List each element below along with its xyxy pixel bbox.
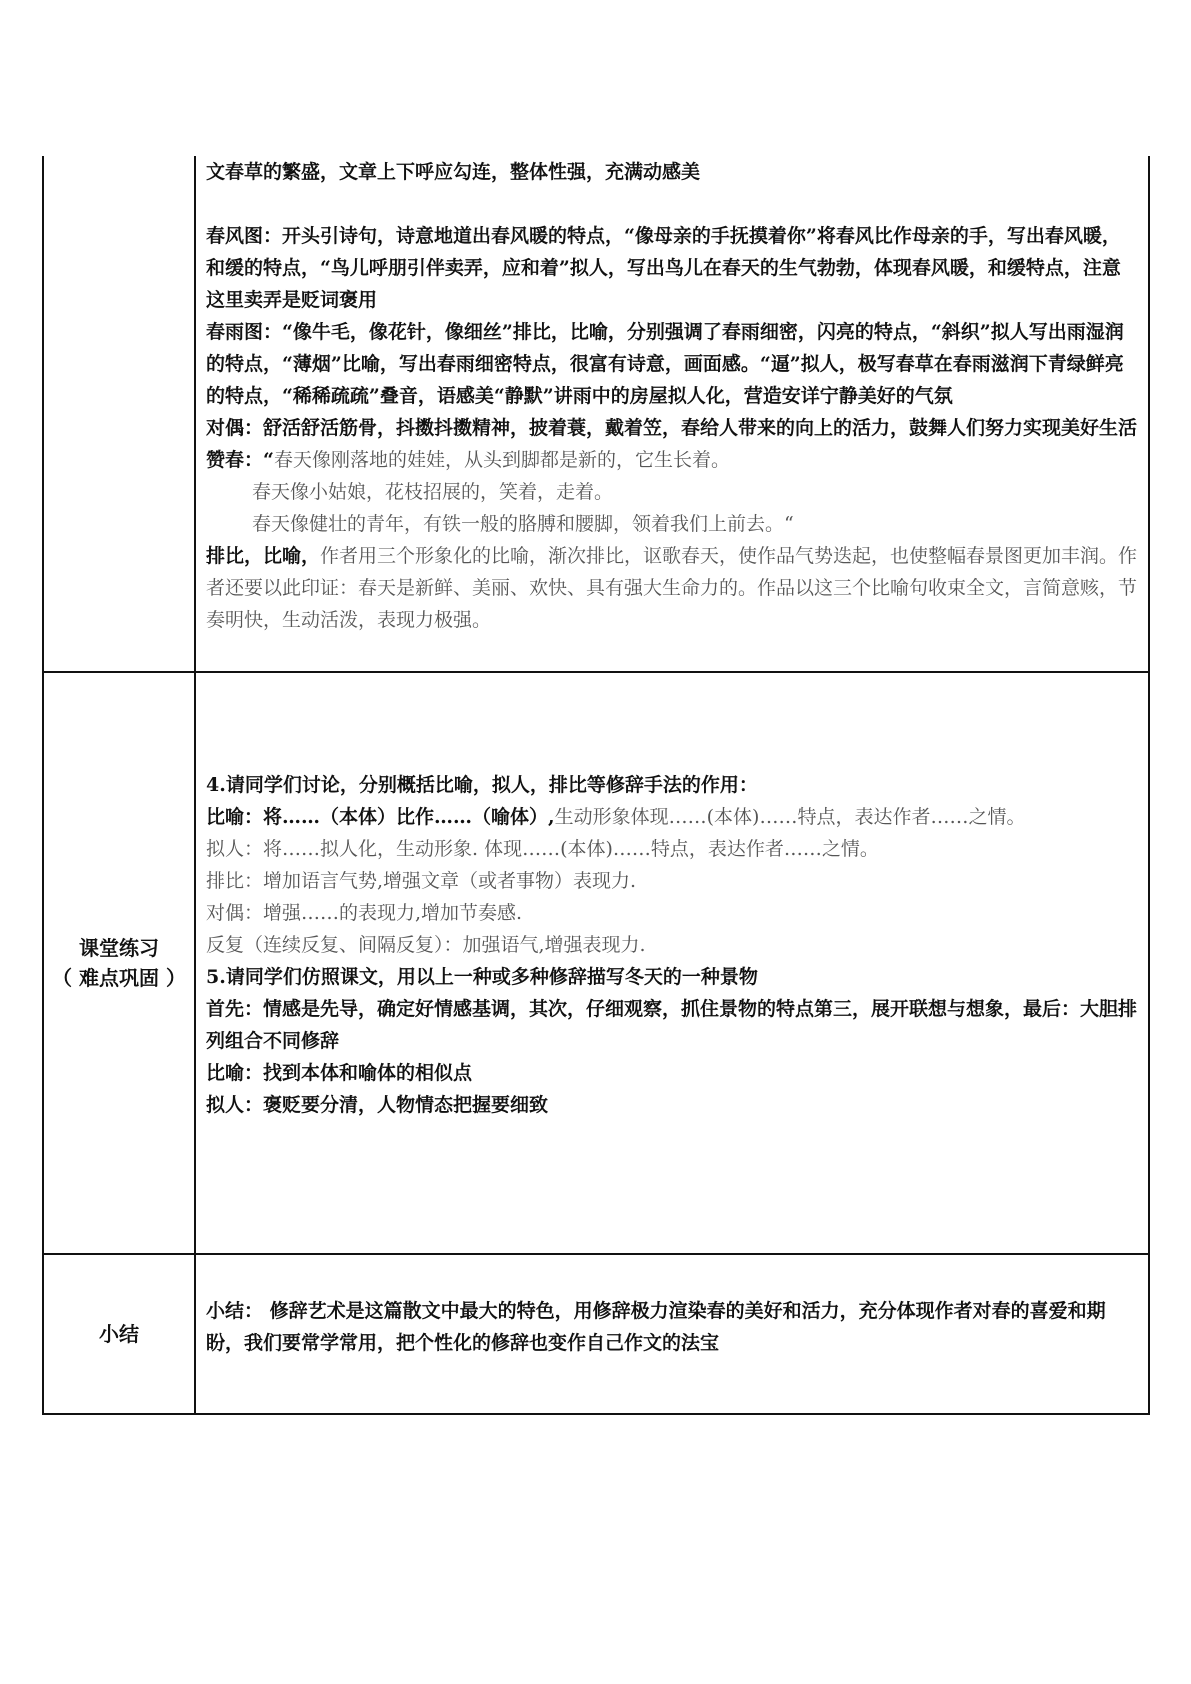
zanchun-line-2: 春天像小姑娘，花枝招展的，笑着，走着。 <box>252 481 614 503</box>
table-row-summary <box>43 1254 1149 1414</box>
paibi-label: 排比，比喻， <box>206 545 321 567</box>
summary-content-cell <box>195 1254 1149 1414</box>
shouxian-paragraph: 首先：情感是先导，确定好情感基调，其次，仔细观察，抓住景物的特点第三，展开联想与想象，最后：大胆排列组合不同修辞 <box>206 998 1138 1052</box>
duiou-line: 对偶：增强……的表现力,增加节奏感. <box>206 902 523 924</box>
paibi-text: 作者用三个形象化的比喻，渐次排比，讴歌春天，使作品气势迭起，也使整幅春景图更加丰润。作者还要以此印证：春天是新鲜、美丽、欢快、具有强大生命力的。作品以这三个比喻句收束全文，言简意赅，节奏明快，生动活泼，表现力极强。 <box>206 545 1138 631</box>
chunfeng-paragraph: 春风图：开头引诗句，诗意地道出春风暖的特点，“像母亲的手抚摸着你”将春风比作母亲的手，写出春风暖，和缓的特点，“鸟儿呼朋引伴卖弄，应和着”拟人，写出鸟儿在春天的生气勃勃，体现春风暖，和缓特点，注意这里卖弄是贬词褒用 <box>206 225 1121 311</box>
paibi-paragraph <box>206 540 1138 636</box>
chunyu-paragraph: 春雨图：“像牛毛，像花针，像细丝”排比，比喻，分别强调了春雨细密，闪亮的特点，“斜织”拟人写出雨湿润的特点，“薄烟”比喻，写出春雨细密特点，很富有诗意，画面感。“逼”拟人，极写春草在春雨滋润下青绿鲜亮的特点，“稀稀疏疏”叠音，语感美“静默”讲雨中的房屋拟人化，营造安详宁静美好的气氛 <box>206 321 1124 407</box>
zanchun-text-1: 春天像刚落地的娃娃，从头到脚都是新的，它生长着。 <box>273 449 730 471</box>
row-label-practice <box>43 672 195 1254</box>
biyu-line <box>206 801 1138 833</box>
paibi-line: 排比：增加语言气势,增强文章（或者事物）表现力. <box>206 870 637 892</box>
practice-label-line2: （ 难点巩固 ） <box>52 966 186 990</box>
practice-label-line1: 课堂练习 <box>79 936 159 960</box>
fanfu-line: 反复（连续反复、间隔反复）：加强语气,增强表现力. <box>206 934 646 956</box>
zanchun-label: 赞春：“ <box>206 449 274 471</box>
lesson-plan-table <box>42 156 1150 1415</box>
table-row-practice <box>43 672 1149 1254</box>
row-label-empty <box>43 156 195 672</box>
question-5: 5.请同学们仿照课文，用以上一种或多种修辞描写冬天的一种景物 <box>206 966 758 988</box>
intro-line: 文春草的繁盛，文章上下呼应勾连，整体性强，充满动感美 <box>206 161 701 183</box>
zanchun-line-1 <box>206 444 1138 476</box>
biyu-text: 生动形象体现……(本体)……特点，表达作者……之情。 <box>554 806 1026 828</box>
summary-paragraph: 小结： 修辞艺术是这篇散文中最大的特色，用修辞极力渲染春的美好和活力，充分体现作者对春的喜爱和期盼，我们要常学常用，把个性化的修辞也变作自己作文的法宝 <box>206 1300 1106 1354</box>
zanchun-line-3: 春天像健壮的青年，有铁一般的胳膊和腰脚，领着我们上前去。“ <box>252 513 794 535</box>
table-row-analysis <box>43 156 1149 672</box>
summary-label: 小结 <box>99 1322 139 1346</box>
duiou-paragraph: 对偶：舒活舒活筋骨，抖擞抖擞精神，披着蓑，戴着笠，春给人带来的向上的活力，鼓舞人们努力实现美好生活 <box>206 417 1138 439</box>
practice-content-cell <box>195 672 1149 1254</box>
question-4: 4.请同学们讨论，分别概括比喻，拟人，排比等修辞手法的作用： <box>206 774 758 796</box>
biyu-tip: 比喻：找到本体和喻体的相似点 <box>206 1062 473 1084</box>
niren-line: 拟人：将……拟人化，生动形象. 体现……(本体)……特点，表达作者……之情。 <box>206 838 879 860</box>
biyu-label: 比喻：将……（本体）比作……（喻体）, <box>206 806 555 828</box>
niren-tip: 拟人：褒贬要分清，人物情态把握要细致 <box>206 1094 549 1116</box>
analysis-content-cell <box>195 156 1149 672</box>
row-label-summary <box>43 1254 195 1414</box>
